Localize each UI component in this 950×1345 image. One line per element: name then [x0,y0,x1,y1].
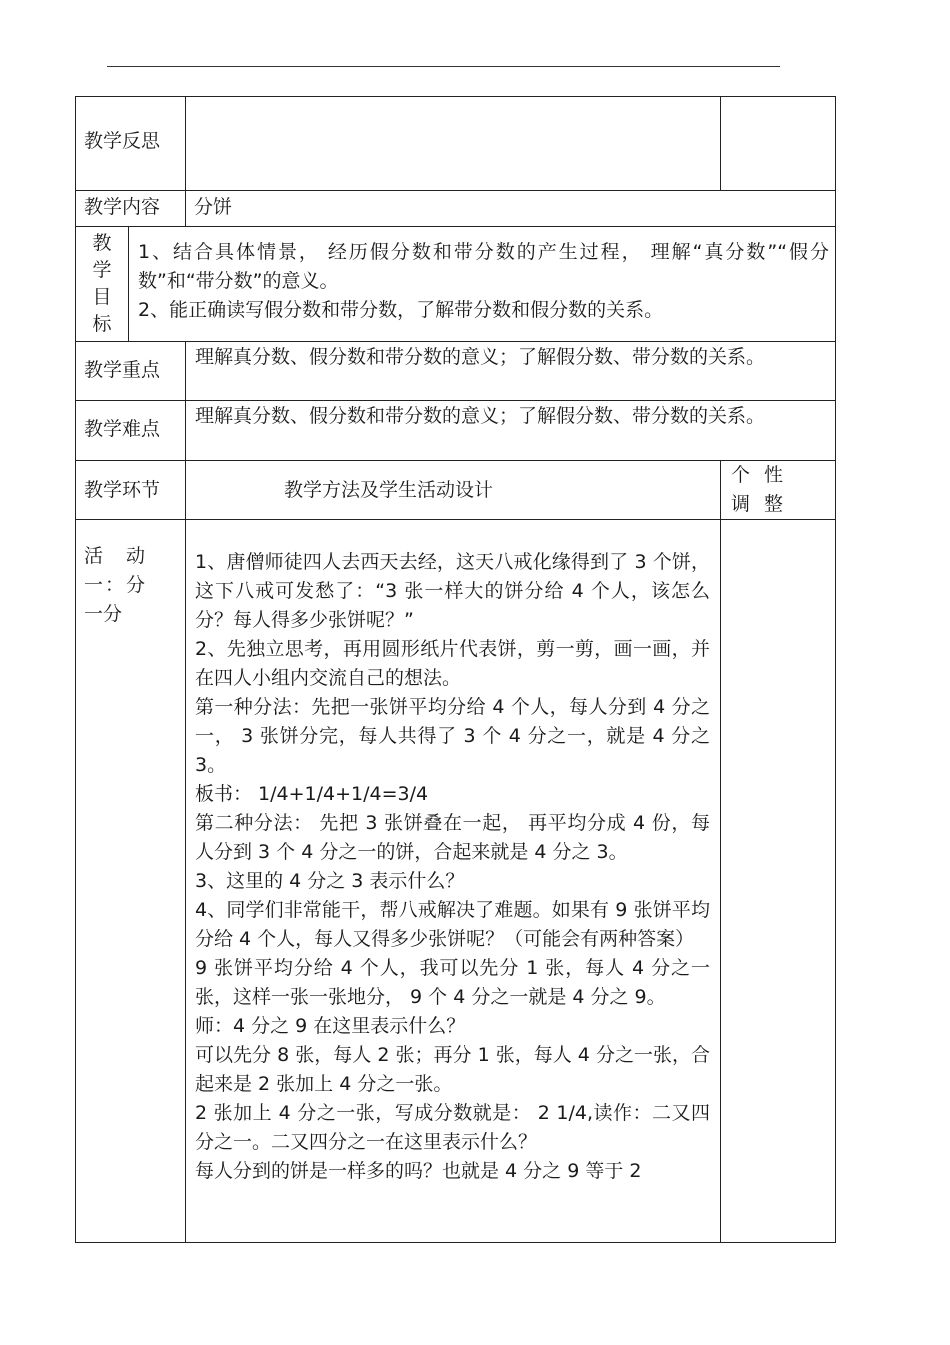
header-adjust-cell [720,460,836,519]
content-value: 分饼 [194,196,233,218]
header-rule [107,66,780,67]
activity-paragraph: 板书： 1/4+1/4+1/4=3/4 [195,783,429,805]
activity-paragraph: 1、唐僧师徒四人去西天去经，这天八戒化缘得到了 3 个饼，这下八戒可发愁了：“3 张一样大的饼分给 4 个人，该怎么分？每人得多少张饼呢？” [195,551,710,631]
activity-paragraph: 每人分到的饼是一样多的吗？也就是 4 分之 9 等于 2 [195,1160,642,1182]
activity-paragraph: 第一种分法：先把一张饼平均分给 4 个人，每人分到 4 分之一， 3 张饼分完，每人共得了 3 个 4 分之一，就是 4 分之 3。 [195,696,710,776]
activity-paragraph: 3、这里的 4 分之 3 表示什么？ [195,870,465,892]
activity-paragraph: 2、先独立思考，再用圆形纸片代表饼，剪一剪，画一画，并在四人小组内交流自己的想法。 [195,638,710,689]
activity-adjust-cell [720,519,836,1243]
header-stage-cell [75,460,185,519]
goals-label-char: 学 [92,259,112,281]
activity-paragraph: 9 张饼平均分给 4 个人，我可以先分 1 张，每人 4 分之一张，这样一张一张地分， 9 个 4 分之一就是 4 分之 9。 [195,957,710,1008]
reflection-label-cell [75,96,185,190]
key-points-value: 理解真分数、假分数和带分数的意义；了解假分数、带分数的关系。 [195,346,766,368]
difficulties-label-cell [75,400,185,460]
goals-label-char: 目 [92,286,112,308]
key-points-label-cell [75,341,185,400]
goals-label-char: 教 [92,232,112,254]
activity-paragraph: 4、同学们非常能干，帮八戒解决了难题。如果有 9 张饼平均分给 4 个人，每人又得多少张饼呢？（可能会有两种答案） [195,899,710,950]
activity-paragraph: 2 张加上 4 分之一张，写成分数就是： 2 1/4,读作：二又四分之一。二又四分之一在这里表示什么？ [195,1102,710,1153]
header-stage-label: 教学环节 [84,479,161,501]
content-label: 教学内容 [84,196,161,218]
activity-label: 活动一：分一分 [84,545,145,625]
difficulties-value: 理解真分数、假分数和带分数的意义；了解假分数、带分数的关系。 [195,405,766,427]
difficulties-label: 教学难点 [84,418,161,440]
content-value-cell [185,190,836,226]
goal-item: 1、结合具体情景， 经历假分数和带分数的产生过程， 理解“真分数”“假分数”和“带分数”的意义。 [138,241,829,292]
goals-content-cell [128,226,836,341]
key-points-value-cell [185,341,836,400]
reflection-extra-cell [720,96,836,190]
activity-paragraph: 可以先分 8 张，每人 2 张；再分 1 张，每人 4 分之一张，合起来是 2 张加上 4 分之一张。 [195,1044,710,1095]
difficulties-value-cell [185,400,836,460]
goals-label-cell [75,226,128,341]
header-adjust-label: 个性调整 [731,464,798,515]
goals-label-char: 标 [92,313,112,335]
activity-paragraph: 师：4 分之 9 在这里表示什么？ [195,1015,466,1037]
reflection-content-cell [185,96,720,190]
activity-paragraph: 第二种分法： 先把 3 张饼叠在一起， 再平均分成 4 份，每人分到 3 个 4 分之一的饼，合起来就是 4 分之 3。 [195,812,710,863]
header-method-cell [185,460,720,519]
reflection-label: 教学反思 [84,130,161,152]
activity-content-cell [185,519,720,1243]
key-points-label: 教学重点 [84,359,161,381]
goal-item: 2、能正确读写假分数和带分数，了解带分数和假分数的关系。 [138,299,664,321]
header-method-label: 教学方法及学生活动设计 [284,479,494,501]
content-label-cell [75,190,185,226]
activity-label-cell [75,519,185,1243]
